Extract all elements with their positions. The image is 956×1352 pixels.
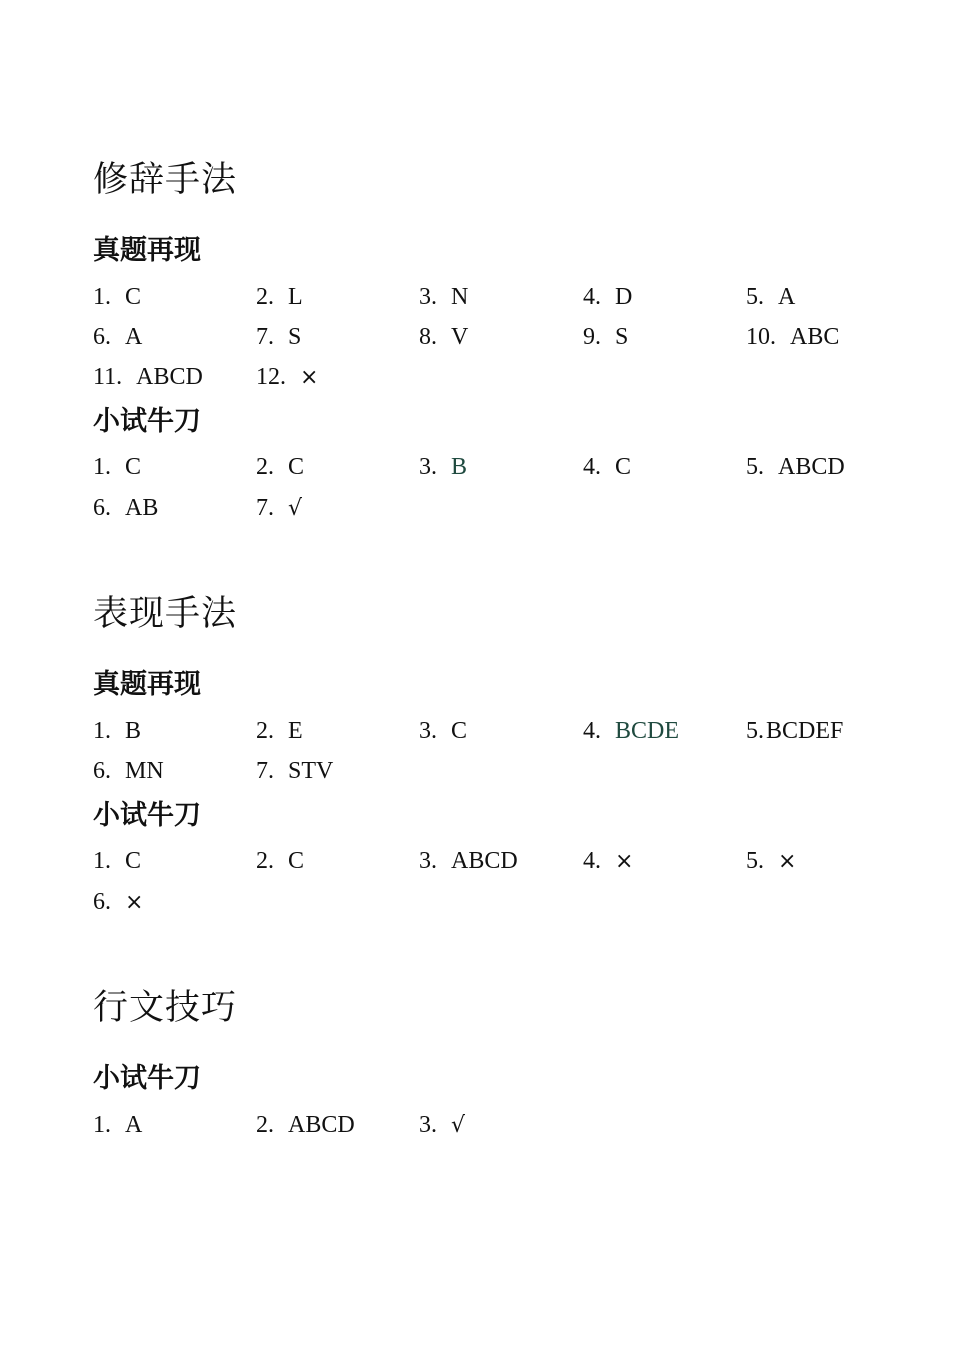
answer-item bbox=[746, 322, 839, 352]
answer-row bbox=[93, 846, 913, 876]
question-number: 2. bbox=[256, 1112, 274, 1138]
question-number: 2. bbox=[256, 454, 274, 480]
answer-value: C bbox=[615, 454, 632, 480]
section-title-writing-skills: 行文技巧 bbox=[93, 988, 238, 1028]
question-number: 1. bbox=[93, 454, 111, 480]
question-number: 7. bbox=[256, 758, 274, 784]
answer-value: B bbox=[451, 454, 468, 480]
question-number: 3. bbox=[419, 1112, 437, 1138]
question-number: 6. bbox=[93, 495, 111, 521]
answer-value: C bbox=[125, 848, 142, 874]
question-number: 9. bbox=[583, 324, 601, 350]
answer-value: ABC bbox=[790, 324, 840, 350]
question-number: 5. bbox=[746, 848, 764, 874]
question-number: 6. bbox=[93, 324, 111, 350]
question-number: 5. bbox=[746, 454, 764, 480]
cross-mark-answer: × bbox=[778, 849, 797, 874]
question-number: 2. bbox=[256, 718, 274, 744]
answer-item bbox=[583, 322, 628, 352]
answer-value: D bbox=[615, 284, 633, 310]
check-mark-answer: √ bbox=[451, 1113, 466, 1138]
question-number: 10. bbox=[746, 324, 776, 350]
question-number: 5. bbox=[746, 718, 764, 744]
answer-item bbox=[583, 452, 631, 482]
answer-row bbox=[93, 1110, 913, 1140]
answer-item bbox=[746, 716, 843, 746]
answer-value: S bbox=[288, 324, 302, 350]
answer-row bbox=[93, 887, 913, 917]
section-title-rhetoric: 修辞手法 bbox=[93, 160, 238, 200]
answer-value: A bbox=[778, 284, 796, 310]
answer-value: ABCD bbox=[778, 454, 845, 480]
question-number: 12. bbox=[256, 364, 286, 390]
answer-item bbox=[746, 452, 845, 482]
answer-item bbox=[93, 846, 141, 876]
question-number: 3. bbox=[419, 454, 437, 480]
answer-item bbox=[419, 322, 468, 352]
question-number: 5. bbox=[746, 284, 764, 310]
answer-value: N bbox=[451, 284, 469, 310]
answer-value: C bbox=[288, 848, 305, 874]
answer-item bbox=[419, 846, 518, 876]
answer-value: BCDE bbox=[615, 718, 680, 744]
question-number: 4. bbox=[583, 848, 601, 874]
question-number: 1. bbox=[93, 1112, 111, 1138]
answer-item bbox=[583, 282, 632, 312]
answer-item bbox=[93, 887, 143, 918]
answer-row bbox=[93, 493, 913, 523]
answer-item bbox=[256, 756, 333, 786]
answer-value: E bbox=[288, 718, 303, 744]
cross-mark-answer: × bbox=[125, 890, 144, 915]
answer-item bbox=[256, 282, 303, 312]
check-mark-answer: √ bbox=[288, 496, 303, 521]
answer-item bbox=[419, 282, 468, 312]
answer-item bbox=[93, 282, 141, 312]
question-number: 3. bbox=[419, 284, 437, 310]
cross-mark-answer: × bbox=[300, 365, 319, 390]
question-number: 8. bbox=[419, 324, 437, 350]
answer-value: ABCD bbox=[136, 364, 203, 390]
answer-value: STV bbox=[288, 758, 334, 784]
answer-item bbox=[256, 322, 301, 352]
answer-value: C bbox=[288, 454, 305, 480]
answer-value: A bbox=[125, 1112, 143, 1138]
answer-item bbox=[583, 846, 633, 877]
subsection-title-past-exams: 真题再现 bbox=[93, 235, 201, 266]
answer-row bbox=[93, 362, 913, 392]
answer-item bbox=[93, 756, 164, 786]
question-number: 7. bbox=[256, 495, 274, 521]
answer-item bbox=[93, 1110, 142, 1140]
answer-item bbox=[256, 493, 302, 524]
answer-row bbox=[93, 756, 913, 786]
answer-item bbox=[256, 362, 318, 393]
answer-item bbox=[419, 716, 467, 746]
answer-value: L bbox=[288, 284, 303, 310]
answer-item bbox=[583, 716, 679, 746]
answer-item bbox=[256, 846, 304, 876]
question-number: 11. bbox=[93, 364, 123, 390]
question-number: 4. bbox=[583, 284, 601, 310]
subsection-title-practice: 小试牛刀 bbox=[93, 406, 201, 437]
question-number: 4. bbox=[583, 454, 601, 480]
question-number: 1. bbox=[93, 718, 111, 744]
answer-item bbox=[93, 362, 203, 392]
answer-item bbox=[746, 282, 795, 312]
answer-item bbox=[256, 716, 303, 746]
question-number: 1. bbox=[93, 284, 111, 310]
question-number: 6. bbox=[93, 889, 111, 915]
answer-item bbox=[93, 452, 141, 482]
answer-value: V bbox=[451, 324, 469, 350]
answer-value: C bbox=[451, 718, 468, 744]
answer-row bbox=[93, 322, 913, 352]
answer-item bbox=[419, 452, 467, 482]
answer-row bbox=[93, 282, 913, 312]
answer-item bbox=[93, 493, 158, 523]
answer-value: MN bbox=[125, 758, 164, 784]
answer-value: ABCD bbox=[451, 848, 518, 874]
answer-value: C bbox=[125, 454, 142, 480]
subsection-title-practice: 小试牛刀 bbox=[93, 1063, 201, 1094]
answer-value: BCDEF bbox=[766, 718, 844, 744]
answer-item bbox=[419, 1110, 465, 1141]
question-number: 3. bbox=[419, 848, 437, 874]
answer-value: C bbox=[125, 284, 142, 310]
answer-row bbox=[93, 452, 913, 482]
subsection-title-practice: 小试牛刀 bbox=[93, 800, 201, 831]
answer-item bbox=[256, 1110, 355, 1140]
question-number: 2. bbox=[256, 284, 274, 310]
answer-item bbox=[93, 322, 142, 352]
answer-value: AB bbox=[125, 495, 159, 521]
answer-value: ABCD bbox=[288, 1112, 355, 1138]
answer-value: A bbox=[125, 324, 143, 350]
answer-row bbox=[93, 716, 913, 746]
question-number: 1. bbox=[93, 848, 111, 874]
answer-item bbox=[746, 846, 796, 877]
answer-value: B bbox=[125, 718, 142, 744]
section-title-expression: 表现手法 bbox=[93, 594, 238, 634]
question-number: 6. bbox=[93, 758, 111, 784]
question-number: 7. bbox=[256, 324, 274, 350]
answer-value: S bbox=[615, 324, 629, 350]
question-number: 2. bbox=[256, 848, 274, 874]
cross-mark-answer: × bbox=[615, 849, 634, 874]
subsection-title-past-exams: 真题再现 bbox=[93, 669, 201, 700]
answer-item bbox=[256, 452, 304, 482]
answer-item bbox=[93, 716, 141, 746]
question-number: 4. bbox=[583, 718, 601, 744]
question-number: 3. bbox=[419, 718, 437, 744]
